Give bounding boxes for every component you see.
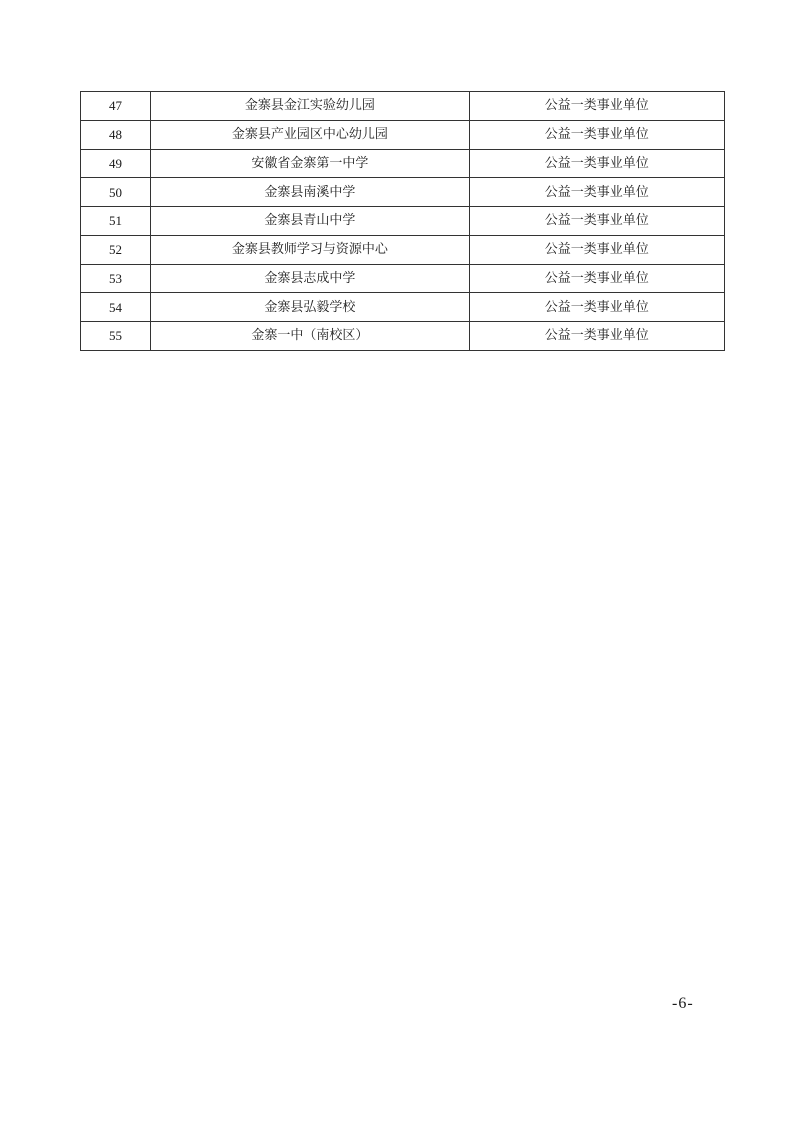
table-row: [81, 207, 725, 236]
table-row: [81, 264, 725, 293]
row-number: 55: [81, 322, 151, 351]
unit-name: 金寨县教师学习与资源中心: [151, 235, 469, 264]
row-number: 53: [81, 264, 151, 293]
unit-name: 金寨县弘毅学校: [151, 293, 469, 322]
unit-type: 公益一类事业单位: [469, 207, 724, 236]
row-number: 52: [81, 235, 151, 264]
row-number: 47: [81, 92, 151, 121]
units-table: [80, 91, 725, 351]
unit-type: 公益一类事业单位: [469, 235, 724, 264]
table-row: [81, 120, 725, 149]
row-number: 54: [81, 293, 151, 322]
row-number: 48: [81, 120, 151, 149]
table-row: [81, 235, 725, 264]
page-number: -6-: [672, 995, 694, 1012]
unit-type: 公益一类事业单位: [469, 322, 724, 351]
unit-type: 公益一类事业单位: [469, 178, 724, 207]
row-number: 49: [81, 149, 151, 178]
unit-name: 安徽省金寨第一中学: [151, 149, 469, 178]
unit-name: 金寨一中（南校区）: [151, 322, 469, 351]
unit-type: 公益一类事业单位: [469, 120, 724, 149]
table-row: [81, 149, 725, 178]
unit-type: 公益一类事业单位: [469, 92, 724, 121]
table-row: [81, 293, 725, 322]
unit-name: 金寨县志成中学: [151, 264, 469, 293]
table-row: [81, 178, 725, 207]
unit-name: 金寨县青山中学: [151, 207, 469, 236]
table-row: [81, 322, 725, 351]
unit-type: 公益一类事业单位: [469, 293, 724, 322]
row-number: 51: [81, 207, 151, 236]
unit-name: 金寨县产业园区中心幼儿园: [151, 120, 469, 149]
row-number: 50: [81, 178, 151, 207]
table-row: [81, 92, 725, 121]
unit-name: 金寨县金江实验幼儿园: [151, 92, 469, 121]
unit-name: 金寨县南溪中学: [151, 178, 469, 207]
unit-type: 公益一类事业单位: [469, 264, 724, 293]
unit-type: 公益一类事业单位: [469, 149, 724, 178]
